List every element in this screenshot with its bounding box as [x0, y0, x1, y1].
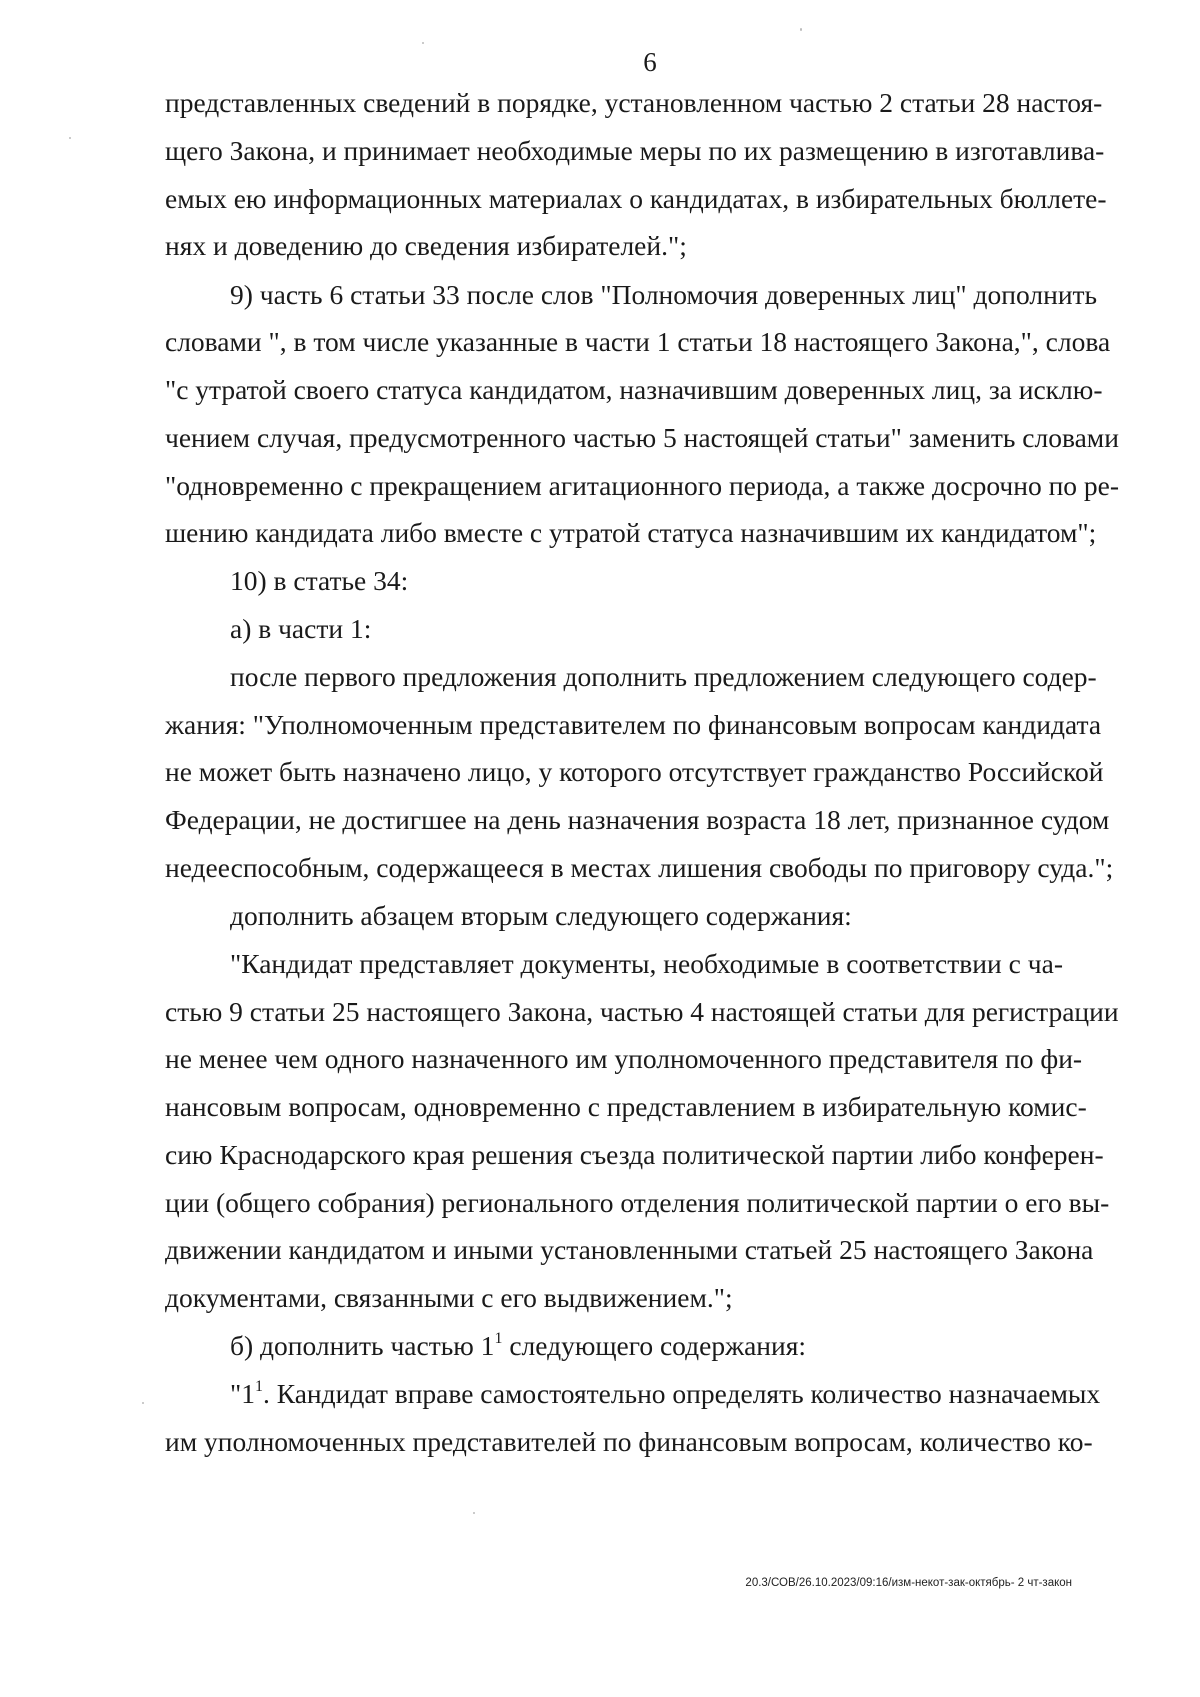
text-line [230, 1370, 1101, 1418]
text-line: движении кандидатом и иными установленными статьей 25 настоящего Закона [165, 1234, 1094, 1265]
superscript: 1 [494, 1329, 503, 1347]
superscript: 1 [254, 1377, 263, 1395]
text-line: не менее чем одного назначенного им уполномоченного представителя по фи- [165, 1043, 1083, 1074]
text-line: им уполномоченных представителей по финансовым вопросам, количество ко- [165, 1426, 1093, 1457]
text-line: после первого предложения дополнить предложением следующего содер- [230, 661, 1097, 692]
text-line: нях и доведению до сведения избирателей."; [165, 230, 687, 261]
text-line: представленных сведений в порядке, установленном частью 2 статьи 28 настоя- [165, 87, 1103, 118]
text-fragment: б) дополнить частью 1 [230, 1330, 495, 1361]
scan-speck [800, 28, 802, 31]
page-number: 6 [643, 47, 657, 77]
text-line: нансовым вопросам, одновременно с представлением в избирательную комис- [165, 1091, 1087, 1122]
footer-code: 20.3/СОВ/26.10.2023/09:16/изм-некот-зак-октябрь- 2 чт-закон [745, 1577, 1072, 1589]
text-line: 10) в статье 34: [230, 565, 409, 596]
text-line: сию Краснодарского края решения съезда политической партии либо конферен- [165, 1139, 1104, 1170]
scan-speck [69, 137, 71, 139]
text-line: документами, связанными с его выдвижением."; [165, 1282, 733, 1313]
text-line [230, 1322, 1063, 1370]
text-line: стью 9 статьи 25 настоящего Закона, частью 4 настоящей статьи для регистрации [165, 996, 1119, 1027]
text-line: ции (общего собрания) регионального отделения политической партии о его вы- [165, 1187, 1110, 1218]
text-line: шению кандидата либо вместе с утратой статуса назначившим их кандидатом"; [165, 517, 1097, 548]
text-line: щего Закона, и принимает необходимые меры по их размещению в изготавлива- [165, 135, 1105, 166]
text-line: словами ", в том числе указанные в части 1 статьи 18 настоящего Закона,", слова [165, 326, 1111, 357]
text-line: "одновременно с прекращением агитационного периода, а также досрочно по ре- [165, 470, 1120, 501]
text-line: чением случая, предусмотренного частью 5 настоящей статьи" заменить словами [165, 422, 1119, 453]
text-line: не может быть назначено лицо, у которого отсутствует гражданство Российской [165, 756, 1104, 787]
text-line: емых ею информационных материалах о кандидатах, в избирательных бюллете- [165, 183, 1107, 214]
text-line: а) в части 1: [230, 613, 372, 644]
text-line: дополнить абзацем вторым следующего содержания: [230, 900, 852, 931]
text-line: "Кандидат представляет документы, необходимые в соответствии с ча- [230, 948, 1063, 979]
text-line: жания: "Уполномоченным представителем по финансовым вопросам кандидата [165, 709, 1102, 740]
text-line: Федерации, не достигшее на день назначения возраста 18 лет, признанное судом [165, 804, 1110, 835]
scan-speck [473, 1512, 475, 1514]
scan-speck [142, 1402, 144, 1404]
text-line: "с утратой своего статуса кандидатом, назначившим доверенных лиц, за исклю- [165, 374, 1103, 405]
text-fragment: следующего содержания: [502, 1330, 807, 1361]
text-fragment: "1 [230, 1378, 255, 1409]
text-line: недееспособным, содержащееся в местах лишения свободы по приговору суда."; [165, 852, 1114, 883]
text-line: 9) часть 6 статьи 33 после слов "Полномочия доверенных лиц" дополнить [230, 279, 1098, 310]
scan-speck [422, 42, 424, 44]
text-fragment: . Кандидат вправе самостоятельно определять количество назначаемых [262, 1378, 1101, 1409]
